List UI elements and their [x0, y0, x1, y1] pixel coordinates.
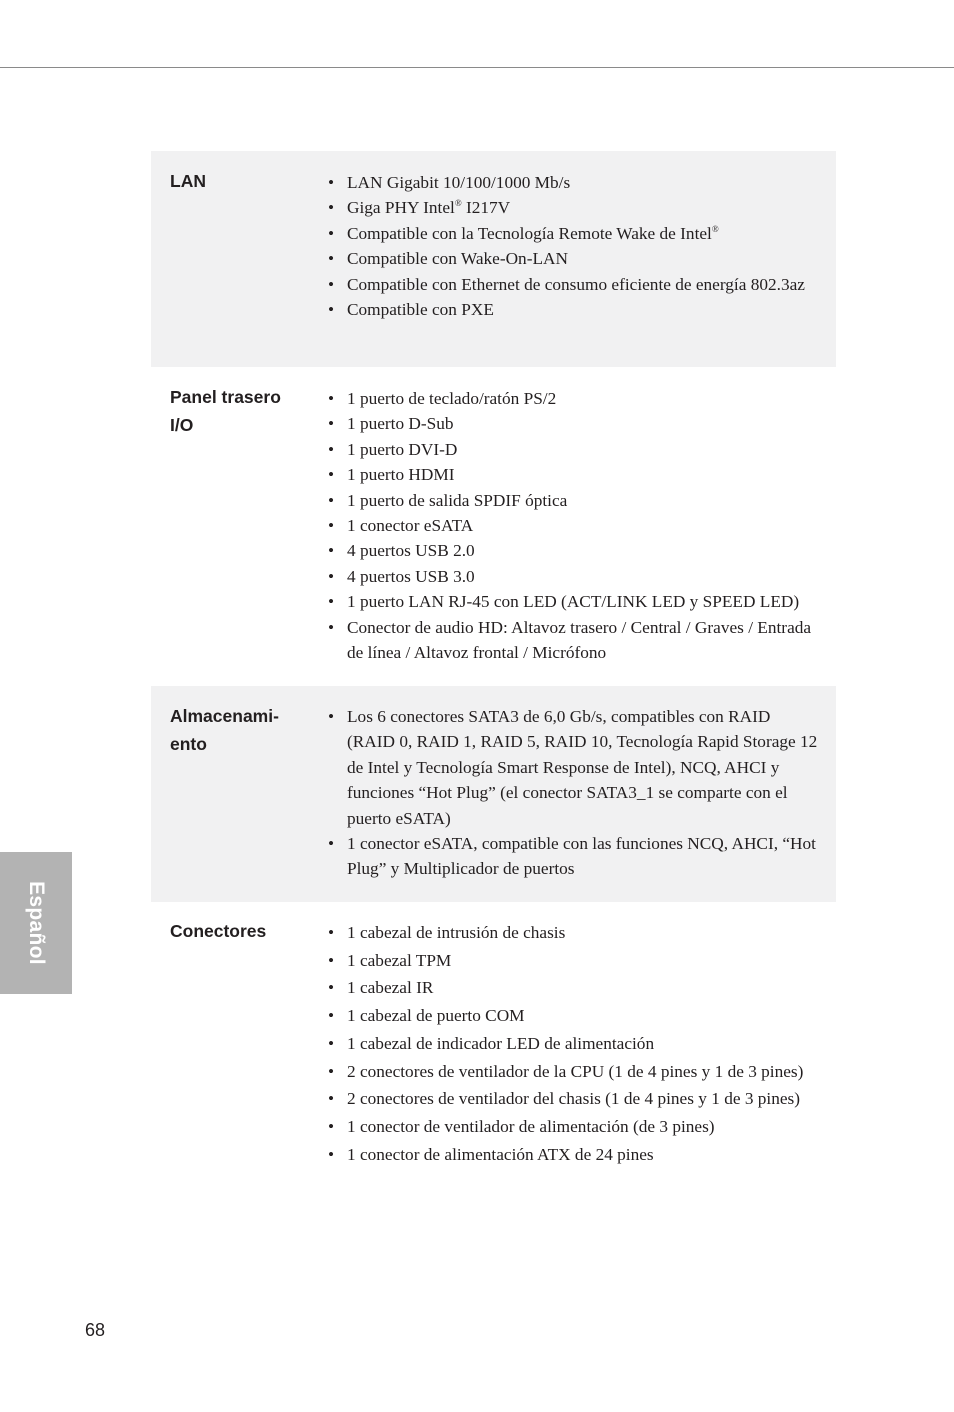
list-item: • 1 conector eSATA	[347, 513, 822, 538]
list-item: • 1 puerto D-Sub	[347, 411, 822, 436]
section-lan	[151, 151, 836, 367]
list-item: • LAN Gigabit 10/100/1000 Mb/s	[347, 170, 822, 195]
list-item: • 1 conector de alimentación ATX de 24 pines	[347, 1141, 822, 1169]
list-item: • 1 puerto HDMI	[347, 462, 822, 487]
section-rear-panel-io	[151, 367, 836, 686]
header-rule	[0, 67, 954, 68]
list-item: • 1 puerto de teclado/ratón PS/2	[347, 386, 822, 411]
list-item: • 1 puerto de salida SPDIF óptica	[347, 488, 822, 513]
list-item: • 2 conectores de ventilador del chasis (1 de 4 pines y 1 de 3 pines)	[347, 1085, 822, 1113]
page-number: 68	[85, 1320, 106, 1340]
section-label: Panel trasero I/O	[170, 387, 281, 435]
language-tab-label: Español	[25, 881, 48, 965]
section-label: Almacenami-ento	[170, 706, 279, 754]
list-item: • 4 puertos USB 3.0	[347, 564, 822, 589]
list-item: • 1 cabezal TPM	[347, 947, 822, 975]
list-item: • 4 puertos USB 2.0	[347, 538, 822, 563]
list-item: • 1 cabezal de intrusión de chasis	[347, 919, 822, 947]
list-item: • 2 conectores de ventilador de la CPU (1 de 4 pines y 1 de 3 pines)	[347, 1058, 822, 1086]
list-item: • 1 conector eSATA, compatible con las funciones NCQ, AHCI, “Hot Plug” y Multiplicador de puertos	[347, 831, 822, 882]
list-item: • 1 cabezal IR	[347, 974, 822, 1002]
list-item: • Los 6 conectores SATA3 de 6,0 Gb/s, compatibles con RAID (RAID 0, RAID 1, RAID 5, RAID 10, Tecnología Rapid Storage 12 de Intel y Tecnología Smart Response de Intel), NCQ, AHCI y funciones “Hot Plug” (el conector SATA3_1 se comparte con el puerto eSATA)	[347, 704, 822, 831]
list-item: • Giga PHY Intel® I217V	[347, 195, 822, 220]
section-storage	[151, 686, 836, 902]
section-item-list	[347, 919, 822, 1168]
section-item-list	[347, 386, 822, 665]
language-side-tab	[0, 852, 72, 994]
list-item: • 1 puerto DVI-D	[347, 437, 822, 462]
section-connectors	[151, 902, 836, 1242]
list-item: • Compatible con Wake-On-LAN	[347, 246, 822, 271]
list-item: • 1 cabezal de indicador LED de alimentación	[347, 1030, 822, 1058]
list-item: • 1 puerto LAN RJ-45 con LED (ACT/LINK LED y SPEED LED)	[347, 589, 822, 614]
list-item: • Compatible con Ethernet de consumo eficiente de energía 802.3az	[347, 272, 822, 297]
list-item: • Conector de audio HD: Altavoz trasero / Central / Graves / Entrada de línea / Altavoz frontal / Micrófono	[347, 615, 822, 666]
section-label: Conectores	[170, 921, 267, 941]
section-item-list	[347, 704, 822, 882]
list-item: • Compatible con la Tecnología Remote Wake de Intel®	[347, 221, 822, 246]
list-item: • 1 cabezal de puerto COM	[347, 1002, 822, 1030]
section-label: LAN	[170, 171, 206, 191]
list-item: • Compatible con PXE	[347, 297, 822, 322]
section-item-list	[347, 170, 822, 322]
list-item: • 1 conector de ventilador de alimentación (de 3 pines)	[347, 1113, 822, 1141]
